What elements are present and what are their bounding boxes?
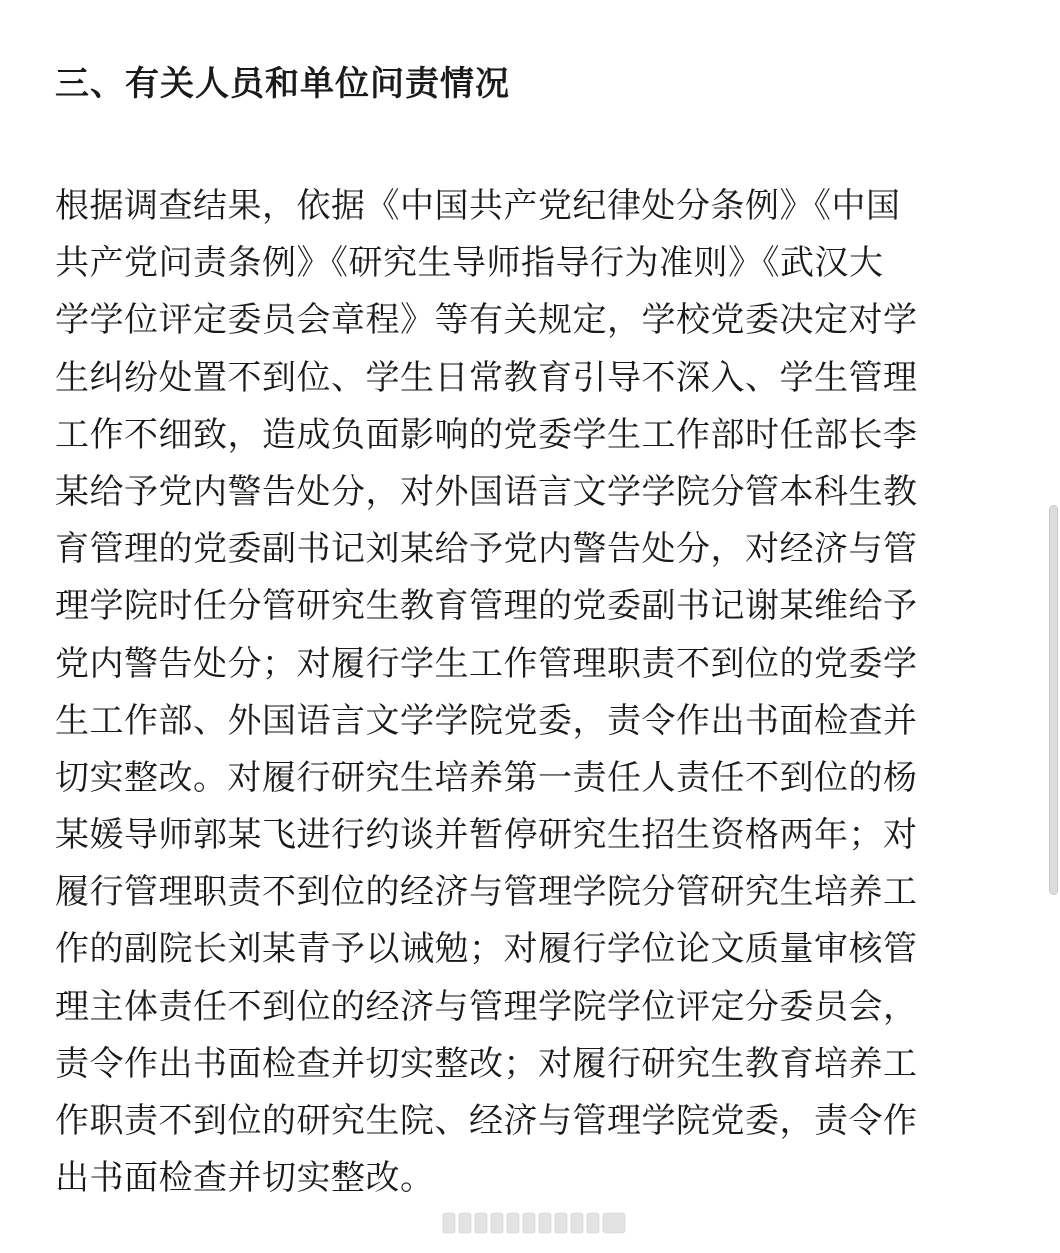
body-line: 理主体责任不到位的经济与管理学院学位评定分委员会， [55, 986, 918, 1027]
body-line: 育管理的党委副书记刘某给予党内警告处分，对经济与管 [55, 529, 918, 570]
body-line: 理学院时任分管研究生教育管理的党委副书记谢某维给予 [55, 586, 918, 627]
body-line: 出书面检查并切实整改。 [55, 1158, 435, 1199]
section-heading: 三、有关人员和单位问责情况 [55, 64, 510, 104]
watermark-logo-icon [441, 1210, 631, 1236]
body-line: 作的副院长刘某青予以诫勉；对履行学位论文质量审核管 [55, 929, 918, 970]
body-line: 生纠纷处置不到位、学生日常教育引导不深入、学生管理 [55, 357, 918, 398]
body-line: 履行管理职责不到位的经济与管理学院分管研究生培养工 [55, 872, 918, 913]
body-line: 根据调查结果，依据《中国共产党纪律处分条例》《中国 [55, 186, 901, 226]
article-body [55, 178, 1015, 1207]
body-line: 生工作部、外国语言文学学院党委，责令作出书面检查并 [55, 700, 918, 741]
body-line: 作职责不到位的研究生院、经济与管理学院党委，责令作 [55, 1101, 918, 1141]
body-line: 学学位评定委员会章程》等有关规定，学校党委决定对学 [55, 300, 918, 341]
body-line: 责令作出书面检查并切实整改；对履行研究生教育培养工 [55, 1043, 918, 1084]
body-line: 共产党问责条例》《研究生导师指导行为准则》《武汉大 [55, 243, 884, 284]
body-line: 党内警告处分；对履行学生工作管理职责不到位的党委学 [55, 643, 918, 684]
body-line: 某媛导师郭某飞进行约谈并暂停研究生招生资格两年；对 [55, 815, 918, 856]
body-line: 切实整改。对履行研究生培养第一责任人责任不到位的杨 [55, 757, 918, 798]
scrollbar-thumb[interactable] [1049, 505, 1058, 895]
body-line: 某给予党内警告处分，对外国语言文学学院分管本科生教 [55, 471, 918, 512]
body-line: 工作不细致，造成负面影响的党委学生工作部时任部长李 [55, 414, 918, 455]
